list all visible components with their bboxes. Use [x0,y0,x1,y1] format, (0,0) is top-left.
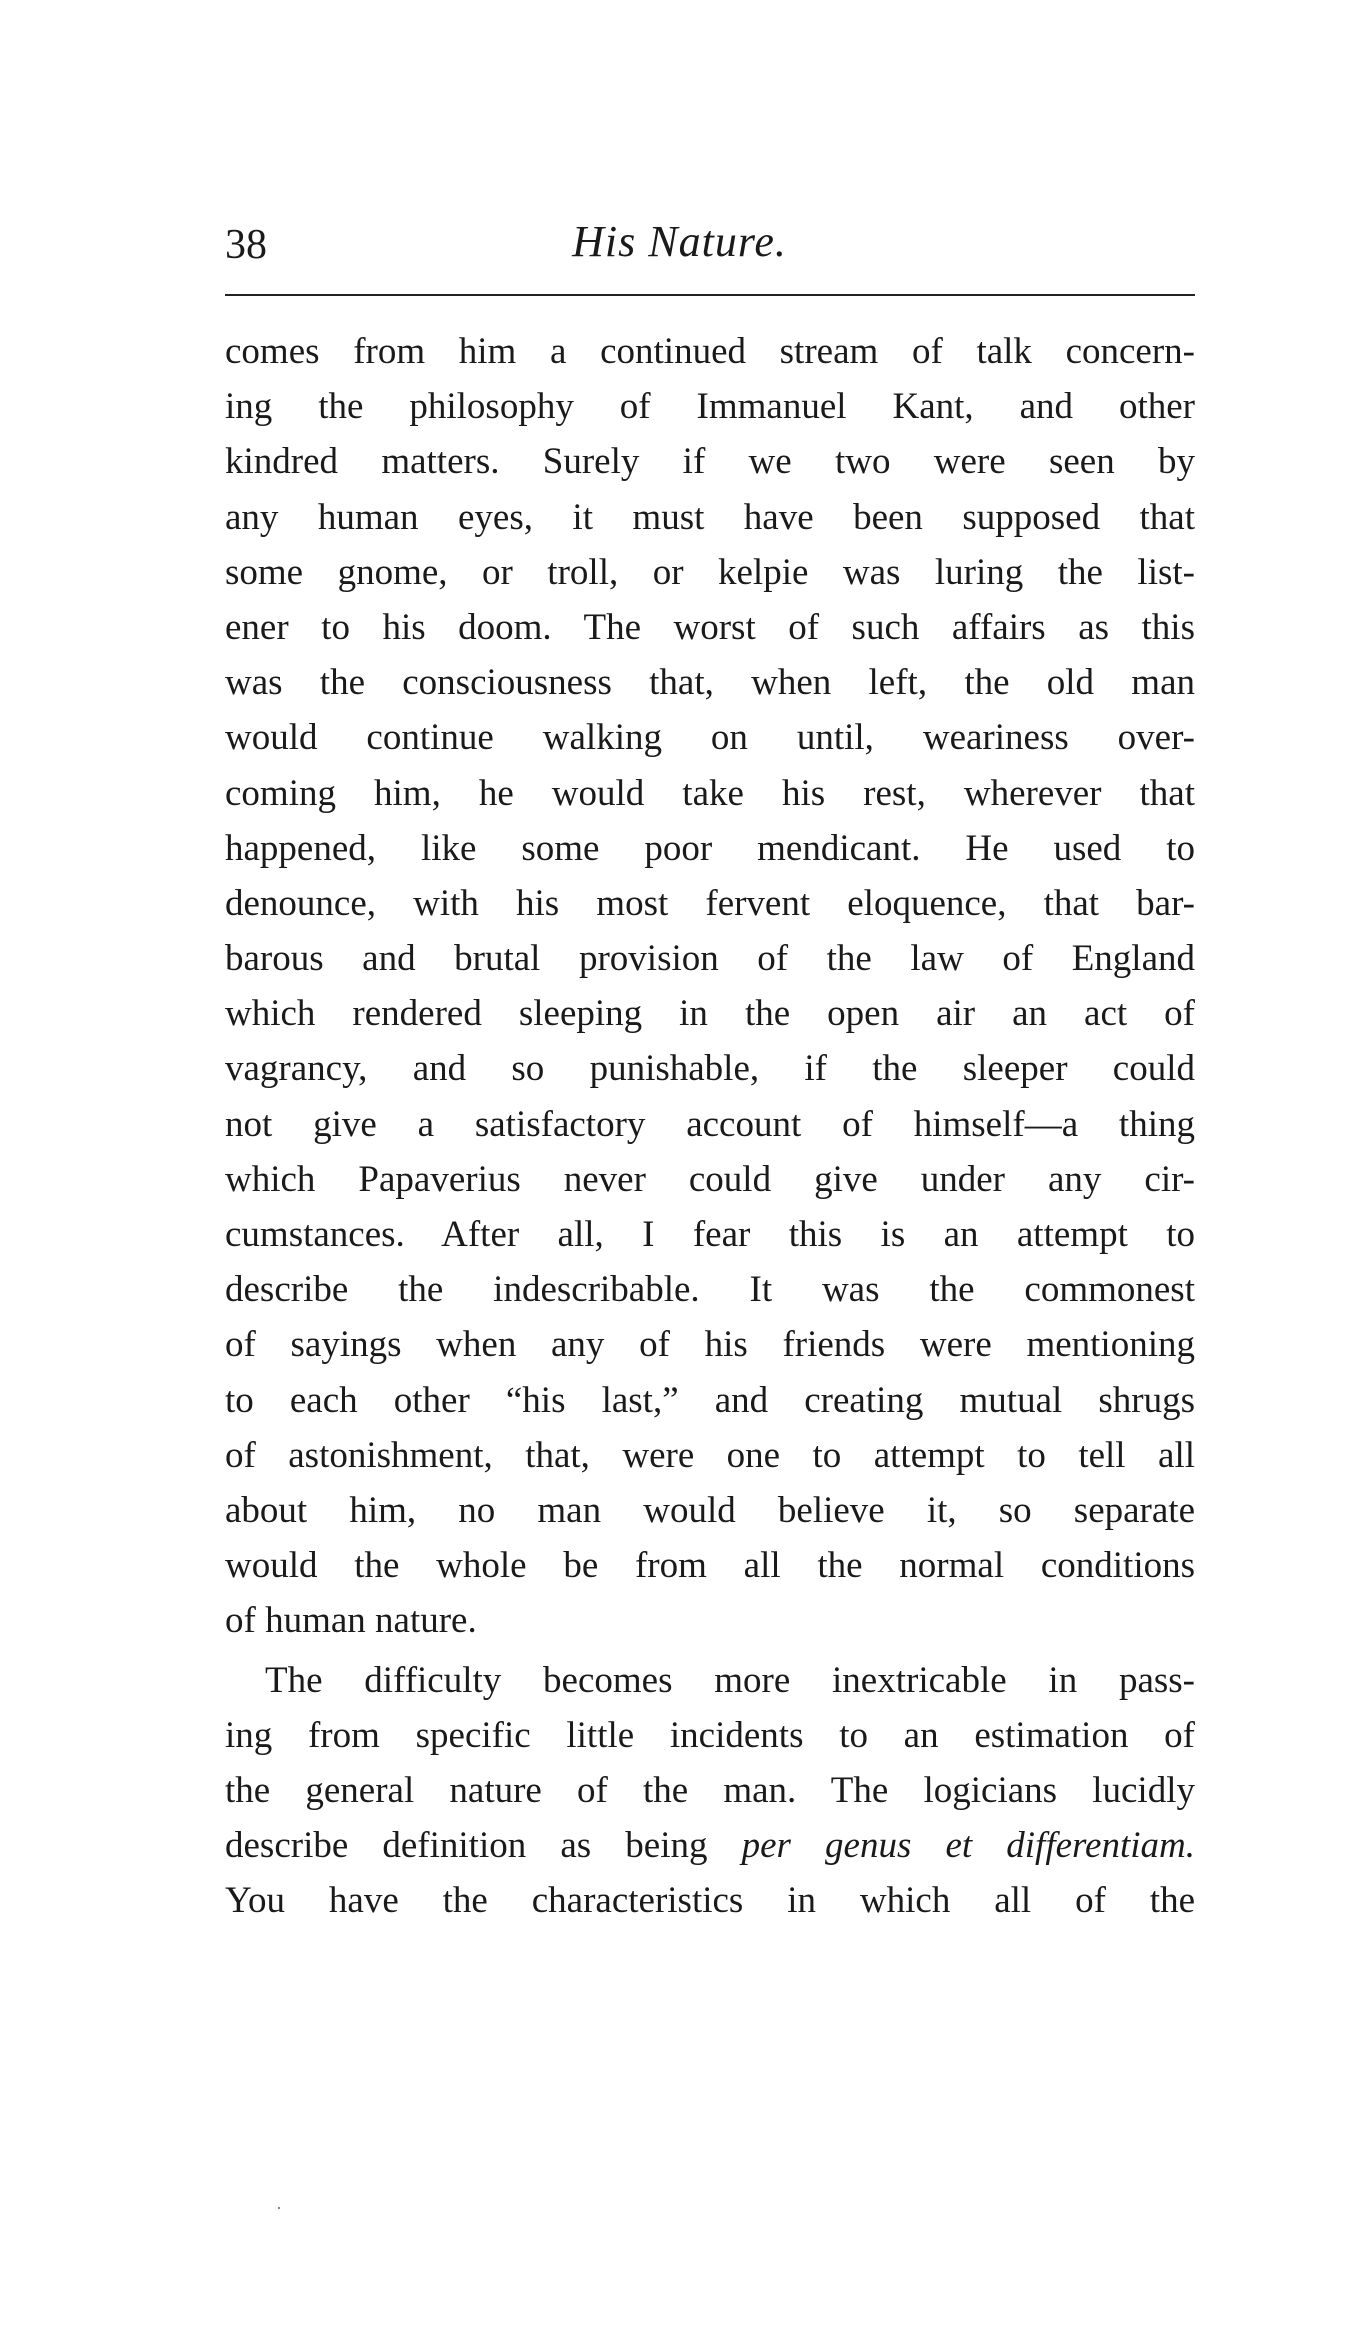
text-line: which Papaverius never could give under any cir- [225,1158,1195,1200]
paragraph-1 [225,324,1195,1649]
text-line: describe the indescribable. It was the commonest [225,1269,1195,1311]
line-prefix: describe definition as being [225,1825,742,1867]
text-line: ing from specific little incidents to an estimation of [225,1714,1195,1756]
running-title: His Nature. [572,217,787,266]
latin-phrase: per genus et differentiam. [741,1825,1195,1867]
text-line: comes from him a continued stream of talk concern- [225,331,1195,372]
print-speck [278,2207,280,2209]
text-line: about him, no man would believe it, so separate [225,1489,1195,1531]
text-line: barous and brutal provision of the law of England [225,938,1195,980]
paragraph-2 [225,1653,1195,1929]
header-rule [225,294,1195,296]
text-line: denounce, with his most fervent eloquence, that bar- [225,882,1195,924]
text-line: some gnome, or troll, or kelpie was luring the list- [225,551,1195,593]
text-line: vagrancy, and so punishable, if the sleeper could [225,1048,1195,1090]
text-line: of human nature. [225,1600,477,1642]
text-line: of sayings when any of his friends were mentioning [225,1324,1195,1366]
text-line: the general nature of the man. The logicians lucidly [225,1769,1195,1811]
text-line-with-italic [225,1818,1195,1873]
text-line: any human eyes, it must have been supposed that [225,496,1195,538]
text-line: You have the characteristics in which all of the [225,1880,1195,1922]
text-line: which rendered sleeping in the open air an act of [225,993,1195,1035]
text-line: ener to his doom. The worst of such affairs as this [225,606,1195,648]
text-line: coming him, he would take his rest, wherever that [225,772,1195,814]
text-line: not give a satisfactory account of himself—a thing [225,1103,1195,1145]
text-line: kindred matters. Surely if we two were seen by [225,441,1195,483]
text-line: ing the philosophy of Immanuel Kant, and other [225,386,1195,428]
text-line: would the whole be from all the normal conditions [225,1545,1195,1587]
text-line: was the consciousness that, when left, the old man [225,662,1195,704]
text-line: happened, like some poor mendicant. He used to [225,827,1195,869]
text-line: would continue walking on until, weariness over- [225,717,1195,759]
body-text [225,324,1195,1928]
text-line: cumstances. After all, I fear this is an attempt to [225,1214,1195,1255]
page-number: 38 [225,222,267,268]
text-line: of astonishment, that, were one to attempt to tell all [225,1434,1195,1476]
text-line: The difficulty becomes more inextricable in pass- [265,1659,1195,1701]
text-line: to each other “his last,” and creating mutual shrugs [225,1379,1195,1421]
